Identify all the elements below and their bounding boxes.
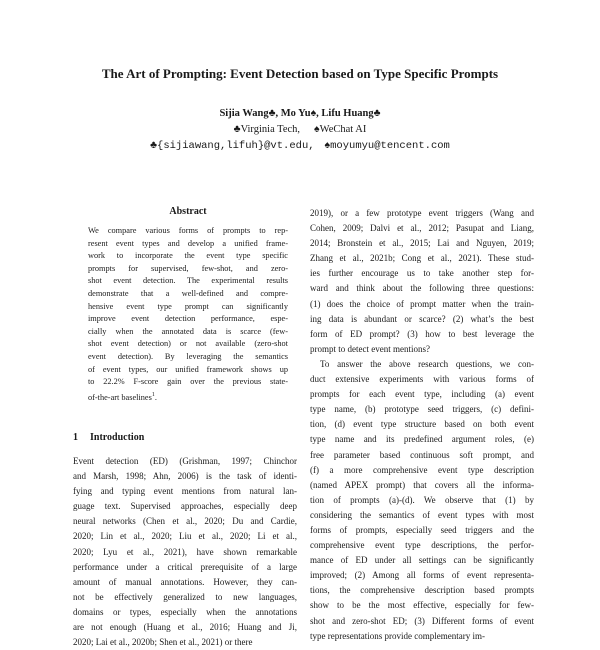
abstract-line: hensive event type prompt can significantly bbox=[88, 301, 288, 311]
intro-line: fying and typing event mentions from natural lan- bbox=[73, 486, 297, 497]
abstract-line: shot event detection) or not available (zero-shot bbox=[88, 339, 288, 349]
author-list: Sijia Wang♣, Mo Yu♠, Lifu Huang♣ bbox=[219, 108, 381, 119]
introduction-body bbox=[73, 454, 297, 650]
right-line: tions, the comprehensive description based prompts bbox=[310, 585, 534, 596]
intro-line: performance under a critical prerequisite of a large bbox=[73, 561, 297, 572]
email-vt: {sijiawang,lifuh}@vt.edu, bbox=[157, 140, 315, 152]
intro-line: 2020; Lai et al., 2020b; Shen et al., 2021) or there bbox=[73, 637, 253, 648]
intro-line: are not enough (Huang et al., 2016; Huang and Ji, bbox=[73, 622, 297, 633]
abstract-last-line bbox=[88, 389, 288, 404]
right-line: Zhang et al., 2021b; Cong et al., 2021). These stud- bbox=[310, 253, 534, 264]
abstract-line: of-the-art baselines bbox=[88, 392, 152, 402]
right-line: ward and think about the following three questions: bbox=[310, 283, 534, 294]
abstract-line: event detection). By leveraging the semantics bbox=[88, 351, 288, 361]
right-line: Cohen, 2009; Dalvi et al., 2012; Pasupat and Liang, bbox=[310, 223, 534, 234]
email-2-symbol: ♠ bbox=[324, 140, 331, 151]
right-line: ing data is abundant or scarce? (2) what’s the best bbox=[310, 313, 534, 324]
right-line: show to be the most effective, especially for few- bbox=[310, 600, 534, 611]
intro-line: guage text. Supervised approaches, especially deep bbox=[73, 501, 297, 512]
abstract-line: of event types, our unified framework shows up bbox=[88, 364, 288, 374]
affiliation-wechat-ai: ♠WeChat AI bbox=[314, 124, 367, 135]
abstract-body bbox=[88, 225, 288, 404]
abstract-line: prompts for supervised, few-shot, and zero- bbox=[88, 263, 288, 273]
abstract-end-period: . bbox=[154, 392, 157, 402]
right-line: 2019), or a few prototype event triggers (Wang and bbox=[310, 208, 534, 218]
affiliations bbox=[0, 124, 600, 135]
right-line: shot and zero-shot ED; (3) Different forms of event bbox=[310, 615, 534, 626]
affiliation-virginia-tech: ♣Virginia Tech, bbox=[233, 124, 301, 135]
right-line: improved; (2) Among all forms of event representa- bbox=[310, 570, 534, 581]
right-column-body bbox=[310, 206, 534, 644]
intro-line: neural networks (Chen et al., 2020; Du and Cardie, bbox=[73, 516, 297, 527]
intro-line: domains or types, especially when the annotations bbox=[73, 606, 297, 617]
right-line: free parameter based continuous soft prompt, and bbox=[310, 449, 534, 460]
intro-line: 2020; Lyu et al., 2021), have shown remarkable bbox=[73, 546, 297, 557]
paper-title: The Art of Prompting: Event Detection based on Type Specific Prompts bbox=[101, 66, 499, 81]
intro-line: not be effectively generalized to new languages, bbox=[73, 591, 297, 602]
abstract-line: shot event detection. The experimental results bbox=[88, 276, 288, 286]
intro-line: 2020; Lin et al., 2020; Liu et al., 2020; Li et al., bbox=[73, 531, 297, 542]
right-line: (named APEX prompt) that covers all the informa- bbox=[310, 479, 534, 490]
abstract-line: cially when the annotated data is scarce (few- bbox=[88, 326, 288, 336]
right-line: tion, (d) event type structure based on both event bbox=[310, 419, 534, 430]
right-line: (1) does the choice of prompt matter when the train- bbox=[310, 298, 534, 309]
section-heading-introduction bbox=[73, 432, 144, 443]
right-line: type name and its predefined argument roles, (e) bbox=[310, 434, 534, 445]
email-tencent: moyumyu@tencent.com bbox=[330, 140, 450, 152]
intro-line: and Marsh, 1998; Ahn, 2006) is the task of identi- bbox=[73, 471, 297, 482]
abstract-heading: Abstract bbox=[169, 206, 207, 217]
right-line: mance of ED under all settings can be significantly bbox=[310, 555, 534, 566]
right-line: comprehensive event type descriptions, the perfor- bbox=[310, 540, 534, 551]
right-line: duct extensive experiments with various forms of bbox=[310, 374, 534, 385]
right-line: 2014; Bronstein et al., 2015; Lai and Nguyen, 2019; bbox=[310, 238, 534, 249]
right-line: considering the semantics of event types with most bbox=[310, 509, 534, 520]
right-line: tion of prompts (a)-(d). We observe that (1) by bbox=[310, 494, 534, 505]
right-line: type representations provide complementary im- bbox=[310, 630, 485, 641]
abstract-line: demonstrate that a well-defined and compre- bbox=[88, 288, 288, 298]
author-emails bbox=[0, 140, 600, 152]
abstract-line: work to incorporate the event type specific bbox=[88, 251, 288, 261]
right-line: To answer the above research questions, we con- bbox=[320, 358, 534, 369]
section-title: Introduction bbox=[90, 432, 145, 443]
right-line: type name, (b) prototype seed triggers, (c) defini- bbox=[310, 404, 534, 415]
email-1-symbol: ♣ bbox=[150, 140, 158, 151]
abstract-line: improve event detection performance, espe- bbox=[88, 314, 288, 324]
section-number: 1 bbox=[73, 432, 78, 443]
intro-line: amount of manual annotations. However, they can- bbox=[73, 576, 297, 587]
footnote-marker: 1 bbox=[151, 391, 155, 398]
right-line: (f) a more comprehensive event type description bbox=[310, 464, 534, 475]
right-line: forms of prompts, especially seed triggers and the bbox=[310, 524, 534, 535]
abstract-line: to 22.2% F-score gain over the previous state- bbox=[88, 377, 288, 387]
right-line: form of ED prompt? (3) how to best leverage the bbox=[310, 328, 534, 339]
right-line: prompts for each event type, including (a) event bbox=[310, 389, 534, 400]
right-line: ies further encourage us to take another step for- bbox=[310, 268, 534, 279]
intro-line: Event detection (ED) (Grishman, 1997; Chinchor bbox=[73, 456, 297, 466]
right-line: prompt to detect event mentions? bbox=[310, 343, 430, 354]
abstract-line: resent event types and develop a unified frame- bbox=[88, 238, 288, 248]
abstract-line: We compare various forms of prompts to rep- bbox=[88, 226, 288, 235]
